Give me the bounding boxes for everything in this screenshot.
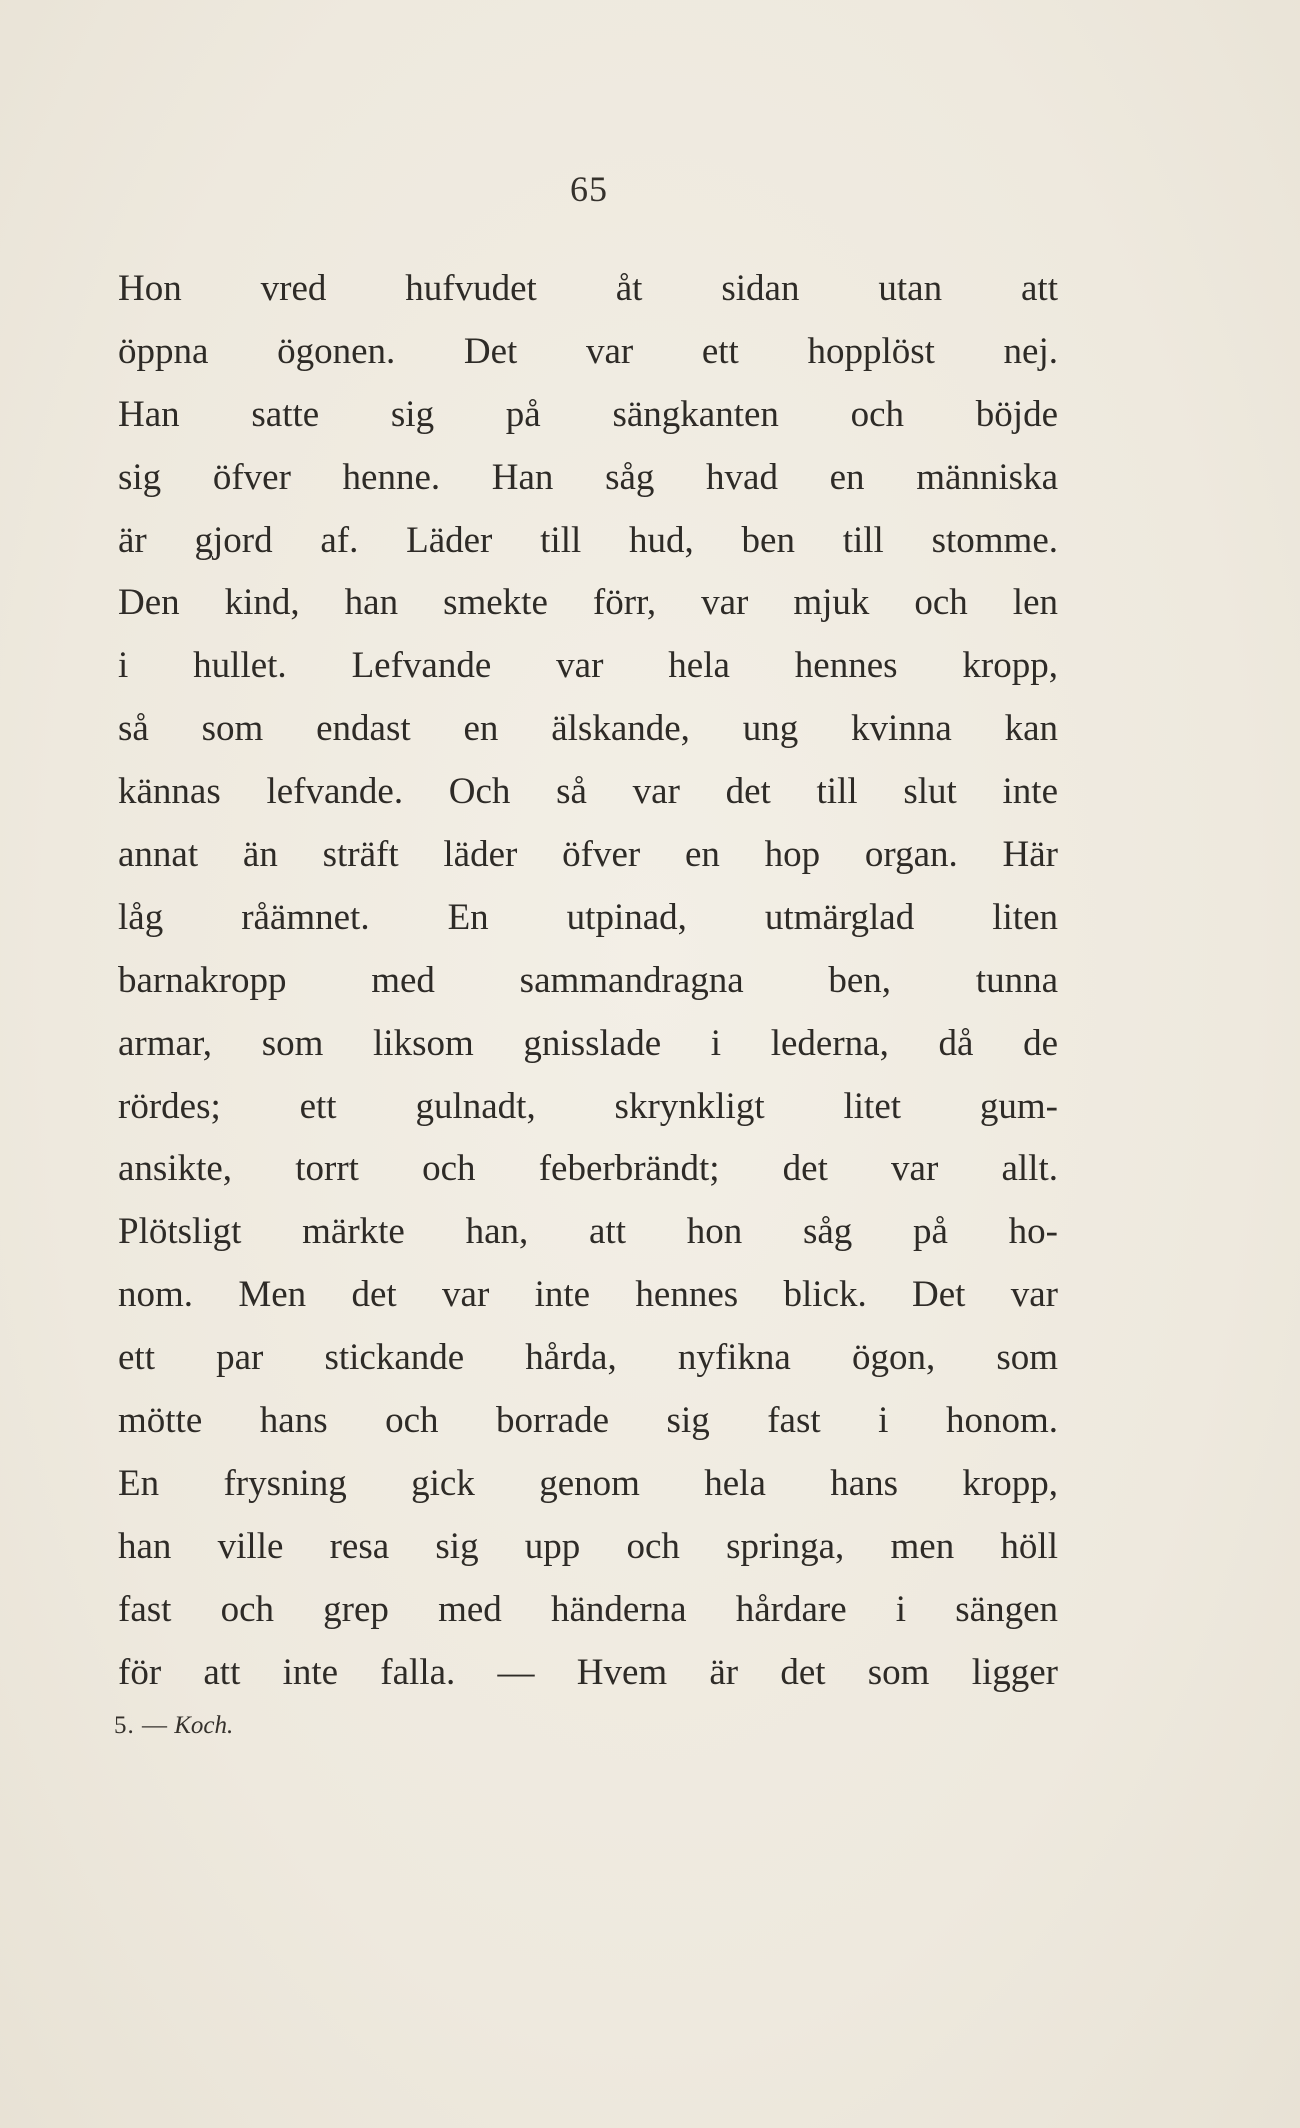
text-line: han ville resa sig upp och springa, men höll	[118, 1525, 1058, 1567]
text-line: Den kind, han smekte förr, var mjuk och len	[118, 582, 1058, 624]
signature-name: Koch.	[174, 1712, 234, 1739]
text-line: armar, som liksom gnisslade i lederna, då de	[118, 1022, 1058, 1064]
printer-signature	[114, 1712, 233, 1740]
text-line: barnakropp med sammandragna ben, tunna	[118, 959, 1058, 1001]
text-line: så som endast en älskande, ung kvinna kan	[118, 708, 1058, 750]
text-line: är gjord af. Läder till hud, ben till stomme.	[118, 519, 1058, 561]
text-line: nom. Men det var inte hennes blick. Det var	[118, 1274, 1058, 1316]
text-line: ansikte, torrt och feberbrändt; det var allt.	[118, 1148, 1058, 1190]
text-line: Plötsligt märkte han, att hon såg på ho-	[118, 1211, 1058, 1253]
text-line: annat än sträft läder öfver en hop organ. Här	[118, 834, 1058, 876]
signature-number: 5. —	[114, 1712, 168, 1739]
text-line: rördes; ett gulnadt, skrynkligt litet gum-	[118, 1085, 1058, 1127]
text-line: sig öfver henne. Han såg hvad en människa	[118, 456, 1058, 498]
text-line: mötte hans och borrade sig fast i honom.	[118, 1400, 1058, 1442]
text-line: låg råämnet. En utpinad, utmärglad liten	[118, 896, 1058, 938]
text-line: för att inte falla. — Hvem är det som ligger	[118, 1651, 1058, 1693]
text-line: Han satte sig på sängkanten och böjde	[118, 393, 1058, 435]
text-line: kännas lefvande. Och så var det till slut inte	[118, 771, 1058, 813]
text-line: fast och grep med händerna hårdare i sängen	[118, 1588, 1058, 1630]
text-line: En frysning gick genom hela hans kropp,	[118, 1462, 1058, 1504]
text-line: i hullet. Lefvande var hela hennes kropp,	[118, 645, 1058, 687]
text-line: öppna ögonen. Det var ett hopplöst nej.	[118, 330, 1058, 372]
body-text	[118, 258, 1058, 1704]
text-line: Hon vred hufvudet åt sidan utan att	[118, 268, 1058, 309]
text-line: ett par stickande hårda, nyfikna ögon, som	[118, 1337, 1058, 1379]
page-number: 65	[570, 169, 608, 209]
